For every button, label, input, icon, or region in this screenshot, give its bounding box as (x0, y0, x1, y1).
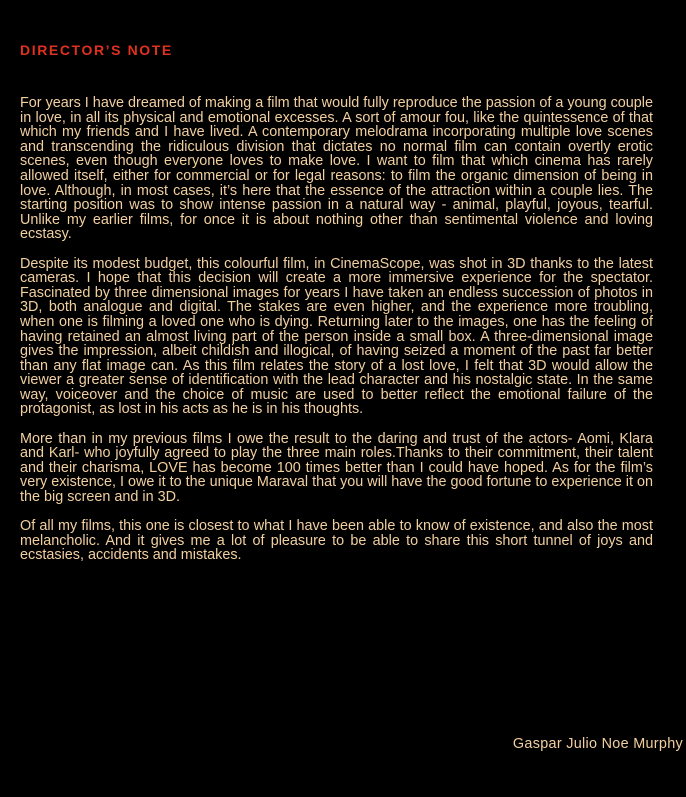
note-paragraph-4: Of all my films, this one is closest to what I have been able to know of existence, and also the most melancholic. And it gives me a lot of pleasure to be able to share this short tunnel of joys and ecstasies, accidents and mistakes. (20, 518, 653, 564)
note-paragraph-1: For years I have dreamed of making a film that would fully reproduce the passion of a young couple in love, in all its physical and emotional excesses. A sort of amour fou, like the quintessence of that which my friends and I have lived. A contemporary melodrama incorporating multiple love scenes and transcending the ridiculous division that dictates no normal film can contain overtly erotic scenes, even though everyone loves to make love. I want to film that which cinema has rarely allowed itself, either for commercial or for legal reasons: to film the organic dimension of being in love. Although, in most cases, it’s here that the essence of the attraction within a couple lies. The starting position was to show intense passion in a natural way - animal, playful, joyous, tearful. Unlike my earlier films, for once it is about nothing other than sentimental violence and loving ecstasy. (20, 95, 653, 243)
note-paragraph-2: Despite its modest budget, this colourful film, in CinemaScope, was shot in 3D thanks to the latest cameras. I hope that this decision will create a more immersive experience for the spectator. Fascinated by three dimensional images for years I have taken an endless succession of photos in 3D, both analogue and digital. The stakes are even higher, and the experience more troubling, when one is filming a loved one who is dying. Returning later to the images, one has the feeling of having retained an almost living part of the person inside a small box. A three-dimensional image gives the impression, albeit childish and illogical, of having seized a moment of the past far better than any flat image can. As this film relates the story of a lost love, I felt that 3D would allow the viewer a greater sense of identification with the lead character and his nostalgic state. In the same way, voiceover and the choice of music are used to better reflect the emotional failure of the protagonist, as lost in his acts as he is in his thoughts. (20, 255, 653, 418)
note-heading: DIRECTOR’S NOTE (20, 42, 173, 58)
note-paragraph-3: More than in my previous films I owe the result to the daring and trust of the actors- Aomi, Klara and Karl- who joyfully agreed to play the three main roles.Thanks to their commitment, their talent and their charisma, LOVE has become 100 times better than I could have hoped. As for the film’s very existence, I owe it to the unique Maraval that you will have the good fortune to experience it on the big screen and in 3D. (20, 430, 653, 506)
note-body (20, 96, 653, 578)
note-signature: Gaspar Julio Noe Murphy (512, 736, 683, 752)
